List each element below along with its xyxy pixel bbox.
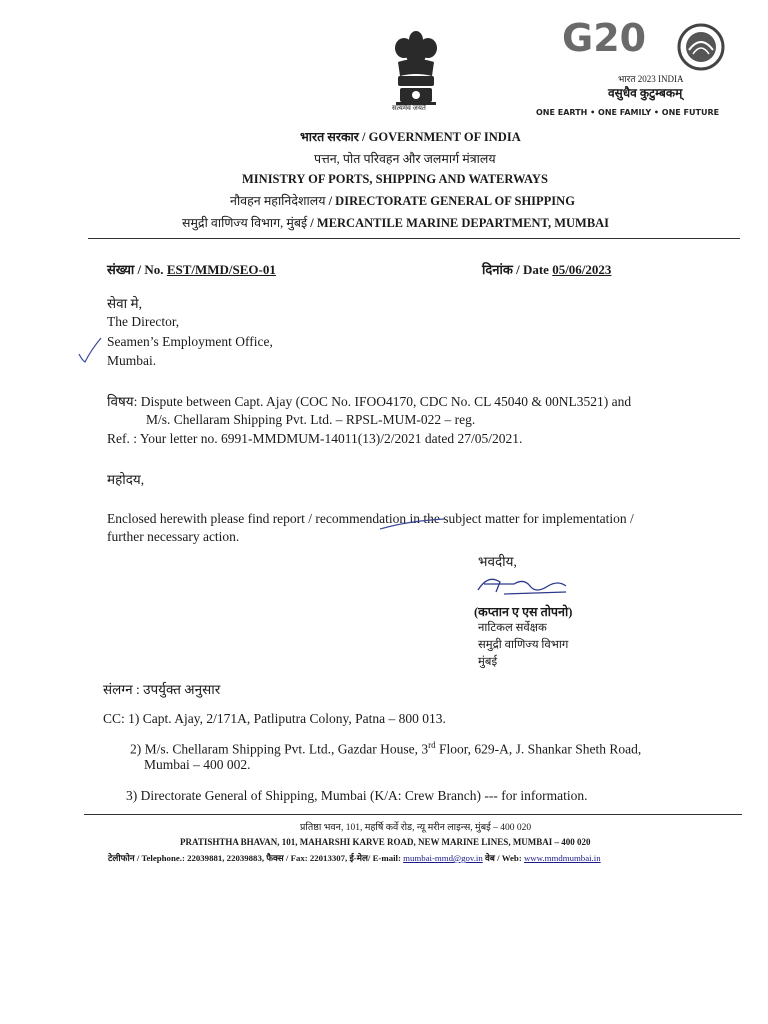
signatory-department: समुद्री वाणिज्य विभाग <box>478 639 569 651</box>
footer-email-link[interactable]: mumbai-mmd@gov.in <box>403 853 483 863</box>
cc-item-3: 3) Directorate General of Shipping, Mumbai (K/A: Crew Branch) --- for information. <box>126 788 588 803</box>
heading-ministry-hindi: पत्तन, पोत परिवहन और जलमार्ग मंत्रालय <box>314 152 496 166</box>
g20-logo <box>536 16 736 117</box>
heading-govt-hindi: भारत सरकार <box>300 130 359 144</box>
closing: भवदीय, <box>478 554 517 569</box>
g20-tagline: ONE EARTH • ONE FAMILY • ONE FUTURE <box>536 108 720 117</box>
cc-item-2-text-b: Floor, 629-A, J. Shankar Sheth Road, <box>435 741 642 757</box>
cc-item-1: CC: 1) Capt. Ajay, 2/171A, Patliputra Colony, Patna – 800 013. <box>103 711 446 726</box>
footer-divider <box>84 814 742 815</box>
body-paragraph-line-2: further necessary action. <box>107 529 240 544</box>
heading-dgs-hindi: नौवहन महानिदेशालय <box>230 194 326 208</box>
cc-item-2-line-2: Mumbai – 400 002. <box>144 757 251 772</box>
body-paragraph-line-1: Enclosed herewith please find report / recommendation in the subject matter for implementation / <box>107 511 634 526</box>
footer-contact-line <box>108 852 601 864</box>
salutation-hindi: सेवा मे, <box>107 296 142 311</box>
national-emblem <box>386 26 446 118</box>
heading-mmd-hindi: समुद्री वाणिज्य विभाग, मुंबई <box>182 216 308 230</box>
greeting: महोदय, <box>107 472 145 487</box>
heading-ministry-en: MINISTRY OF PORTS, SHIPPING AND WATERWAYS <box>242 172 548 186</box>
reference-line: Ref. : Your letter no. 6991-MMDMUM-14011(13)/2/2021 dated 27/05/2021. <box>107 431 523 446</box>
cc-item-2 <box>130 740 641 758</box>
header-divider <box>88 238 740 239</box>
addressee-line-2: Seamen’s Employment Office, <box>107 334 273 349</box>
footer-web-label: वेब / Web: <box>484 853 522 863</box>
subject-text-1: Dispute between Capt. Ajay (COC No. IFOO4170, CDC No. CL 45040 & 00NL3521) and <box>140 394 632 409</box>
g20-hindi-line: भारत 2023 INDIA <box>618 74 684 84</box>
heading-govt-line <box>300 128 521 145</box>
footer-web-link[interactable]: www.mmdmumbai.in <box>523 853 601 863</box>
handwritten-tick-mark <box>77 336 103 366</box>
signatory-name: (कप्तान ए एस तोपनो) <box>474 605 573 619</box>
emblem-motto: सत्यमेव जयते <box>392 104 426 112</box>
addressee-line-3: Mumbai. <box>107 353 157 368</box>
handwritten-underline <box>378 517 446 531</box>
earth-lotus-icon <box>674 20 728 74</box>
cc-item-2-superscript: rd <box>428 740 436 750</box>
reference-number-value: EST/MMD/SEO-01 <box>166 262 276 277</box>
heading-dgs-en: / DIRECTORATE GENERAL OF SHIPPING <box>328 194 575 208</box>
addressee-line-1: The Director, <box>107 314 180 329</box>
handwritten-signature <box>474 568 574 602</box>
letter-date <box>482 260 611 278</box>
heading-mmd-en: / MERCANTILE MARINE DEPARTMENT, MUMBAI <box>310 216 610 230</box>
signatory-city: मुंबई <box>478 656 498 668</box>
letter-date-label: दिनांक / Date <box>482 262 549 277</box>
cc-item-2-text-a: 2) M/s. Chellaram Shipping Pvt. Ltd., Gazdar House, 3 <box>130 741 429 757</box>
footer-address-hindi: प्रतिष्ठा भवन, 101, महर्षि कर्वे रोड, न्यू मरीन लाइन्स, मुंबई – 400 020 <box>300 823 532 833</box>
subject-line-1 <box>107 392 631 410</box>
heading-mmd-line <box>182 214 609 231</box>
g20-sanskrit-line: वसुधैव कुटुम्बकम् <box>608 86 683 100</box>
signatory-designation: नाटिकल सर्वेक्षक <box>478 622 547 634</box>
letter-date-value: 05/06/2023 <box>552 262 612 277</box>
reference-number-label: संख्या / No. <box>107 262 164 277</box>
footer-address-en: PRATISHTHA BHAVAN, 101, MAHARSHI KARVE ROAD, NEW MARINE LINES, MUMBAI – 400 020 <box>180 837 591 847</box>
heading-dgs-line <box>230 192 575 209</box>
reference-number <box>107 260 276 278</box>
subject-line-2: M/s. Chellaram Shipping Pvt. Ltd. – RPSL-MUM-022 – reg. <box>146 412 476 427</box>
heading-govt-en: / GOVERNMENT OF INDIA <box>362 130 521 144</box>
g20-logo-text: G20 <box>562 16 647 60</box>
footer-phone-fax: टेलीफोन / Telephone.: 22039881, 22039883, फैक्स / Fax: 22013307, ई-मेल/ E-mail: <box>108 853 401 863</box>
enclosure-note: संलग्न : उपर्युक्त अनुसार <box>103 682 221 697</box>
subject-label: विषय: <box>107 394 138 409</box>
